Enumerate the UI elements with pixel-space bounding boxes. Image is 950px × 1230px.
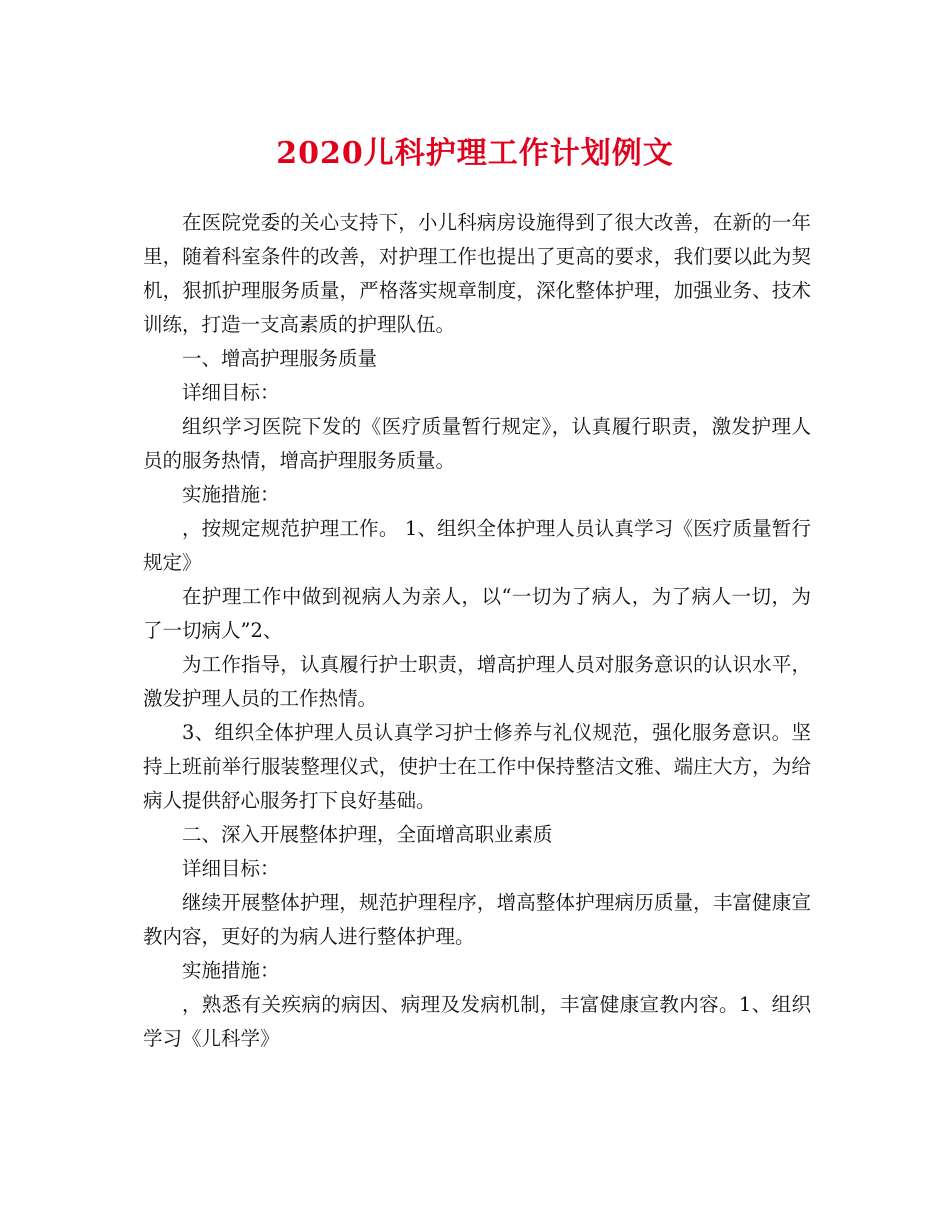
paragraph-measure-1: ，按规定规范护理工作。 1、组织全体护理人员认真学习《医疗质量暂行规定》 (143, 517, 811, 574)
document-body (143, 206, 811, 1056)
document-title: 2020儿科护理工作计划例文 (276, 136, 674, 171)
label-measures-2: 实施措施： (182, 959, 280, 982)
paragraph-measure-4: 3、组织全体护理人员认真学习护士修养与礼仪规范，强化服务意识。坚持上班前举行服装整理仪式，使护士在工作中保持整洁文雅、端庄大方，为给病人提供舒心服务打下良好基础。 (143, 721, 811, 812)
paragraph-intro: 在医院党委的关心支持下，小儿科病房设施得到了很大改善，在新的一年里，随着科室条件的改善，对护理工作也提出了更高的要求，我们要以此为契机，狠抓护理服务质量，严格落实规章制度，深化整体护理，加强业务、技术训练，打造一支高素质的护理队伍。 (143, 211, 811, 336)
section-heading-2: 二、深入开展整体护理，全面增高职业素质 (182, 823, 553, 846)
label-goal-2: 详细目标： (182, 857, 280, 880)
paragraph-measure-2: 在护理工作中做到视病人为亲人，以“一切为了病人，为了病人一切，为了一切病人”2、 (143, 585, 811, 642)
paragraph-goal-2: 继续开展整体护理，规范护理程序，增高整体护理病历质量，丰富健康宣教内容，更好的为病人进行整体护理。 (143, 891, 811, 948)
section-heading-1: 一、增高护理服务质量 (182, 347, 378, 370)
paragraph-goal-1: 组织学习医院下发的《医疗质量暂行规定》，认真履行职责，激发护理人员的服务热情，增高护理服务质量。 (143, 415, 811, 472)
label-measures-1: 实施措施： (182, 483, 280, 506)
paragraph-measure-3: 为工作指导，认真履行护士职责，增高护理人员对服务意识的认识水平，激发护理人员的工作热情。 (143, 653, 811, 710)
label-goal-1: 详细目标： (182, 381, 280, 404)
paragraph-measure-5: ，熟悉有关疾病的病因、病理及发病机制，丰富健康宣教内容。1、组织学习《儿科学》 (143, 993, 811, 1050)
